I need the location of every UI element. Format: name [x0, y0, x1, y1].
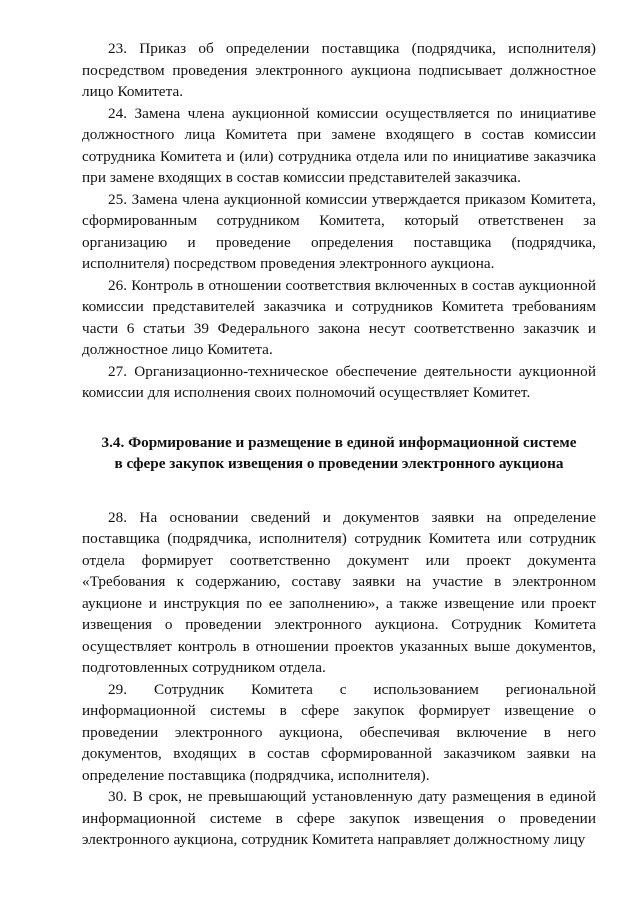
paragraph-26: 26. Контроль в отношении соответствия включенных в состав аукционной комиссии представителей заказчика и сотрудников Комитета требованиям части 6 статьи 39 Федерального закона несут соответственно заказчик и должностное лицо Комитета.: [82, 276, 596, 358]
paragraph-23: 23. Приказ об определении поставщика (подрядчика, исполнителя) посредством проведения электронного аукциона подписывает должностное лицо Комитета.: [82, 40, 596, 100]
paragraph-30: 30. В срок, не превышающий установленную дату размещения в единой информационной системе в сфере закупок извещения о проведении электронного аукциона, сотрудник Комитета направляет должностному лицу: [82, 788, 596, 848]
paragraph-28: 28. На основании сведений и документов заявки на определение поставщика (подрядчика, исполнителя) сотрудник Комитета или сотрудник отдела формирует соответственно документ или проект документа «Требования к содержанию, составу заявки на участие в электронном аукционе и инструкция по ее заполнению», а также извещение или проект извещения о проведении электронного аукциона. Сотрудник Комитета осуществляет контроль в отношении проектов указанных выше документов, подготовленных сотрудником отдела.: [82, 508, 596, 676]
spacer: [82, 475, 596, 507]
section-heading-line1: 3.4. Формирование и размещение в единой информационной системе: [101, 433, 577, 451]
paragraph-29: 29. Сотрудник Комитета с использованием региональной информационной системы в сфере закупок формирует извещение о проведении электронного аукциона, обеспечивая включение в него документов, входящих в состав сформированной заказчиком заявки на определение поставщика (подрядчика, исполнителя).: [82, 680, 596, 784]
section-heading-line2: в сфере закупок извещения о проведении электронного аукциона: [114, 455, 564, 472]
paragraph-24: 24. Замена члена аукционной комиссии осуществляется по инициативе должностного лица Комитета при замене входящего в состав комиссии сотрудника Комитета и (или) сотрудника отдела или по инициативе заказчика при замене входящих в состав комиссии представителей заказчика.: [82, 104, 596, 186]
section-heading: [82, 432, 596, 475]
paragraph-25: 25. Замена члена аукционной комиссии утверждается приказом Комитета, сформированным сотрудником Комитета, который ответственен за организацию и проведение определения поставщика (подрядчика, исполнителя) посредством проведения электронного аукциона.: [82, 190, 596, 272]
paragraph-27: 27. Организационно-техническое обеспечение деятельности аукционной комиссии для исполнения своих полномочий осуществляет Комитет.: [82, 362, 596, 401]
document-page: [82, 38, 596, 851]
